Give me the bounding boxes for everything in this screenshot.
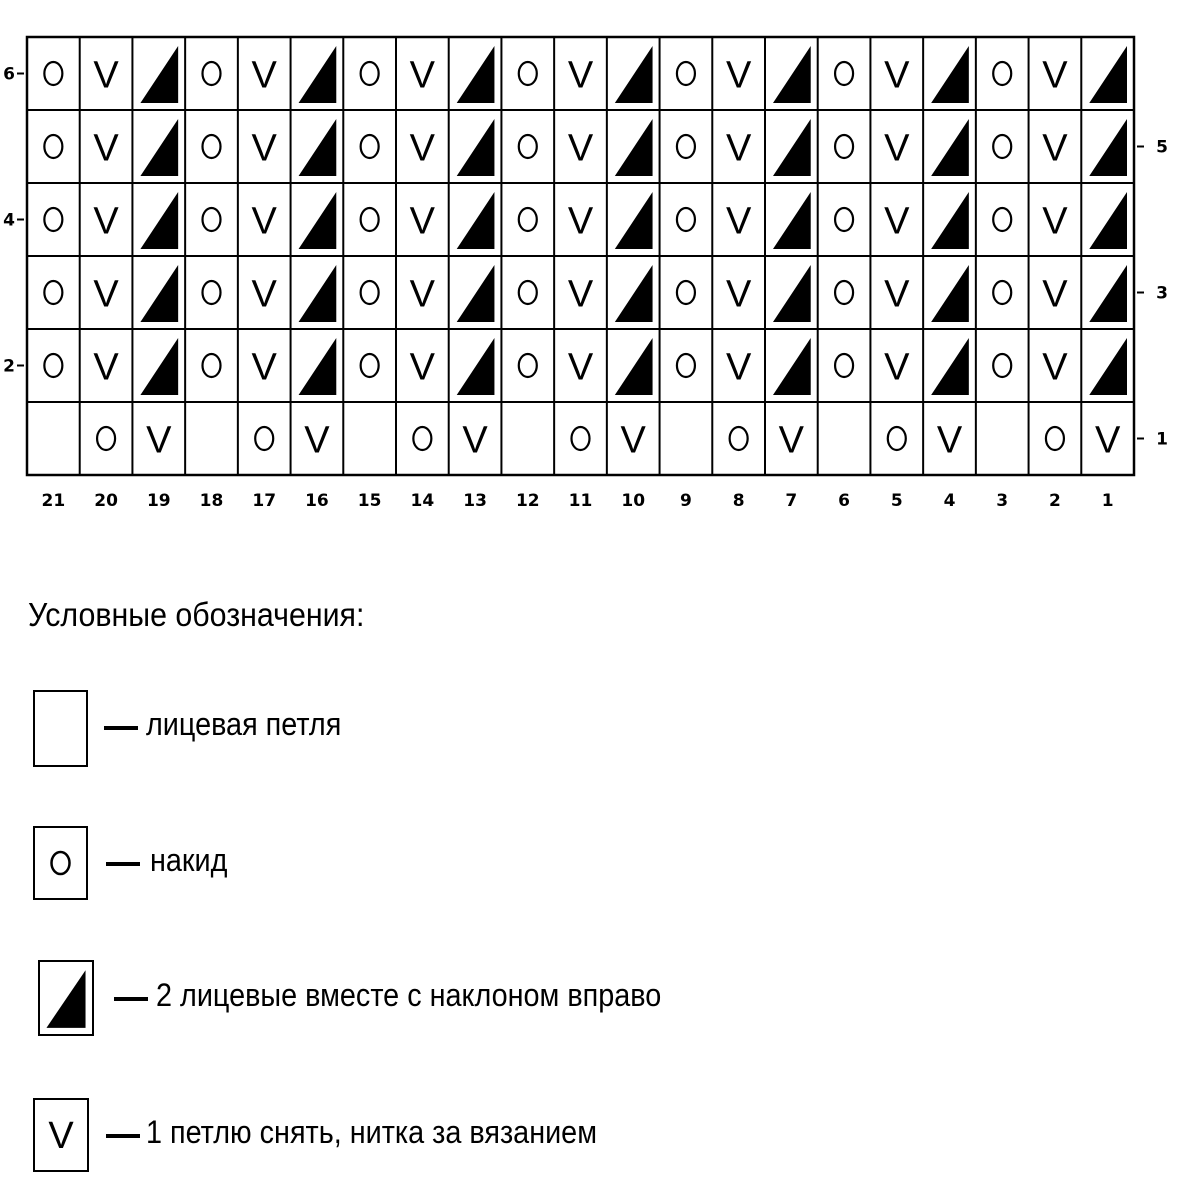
legend-item-slip [0, 1098, 1200, 1178]
triangle-icon [457, 192, 495, 249]
v-icon: V [567, 273, 594, 316]
v-icon: V [462, 419, 488, 462]
v-icon: V [409, 54, 436, 97]
v-icon: V [884, 273, 910, 316]
row-number-left: 2 [3, 356, 15, 377]
circle-icon [255, 427, 273, 450]
circle-icon [44, 62, 62, 85]
v-icon: V [409, 200, 436, 243]
circle-icon [677, 281, 695, 304]
legend-dash [106, 862, 140, 866]
column-number: 9 [680, 491, 692, 511]
triangle-icon [457, 338, 495, 395]
column-number: 6 [838, 491, 850, 511]
column-number: 15 [357, 491, 382, 511]
row-number-left: 4 [3, 210, 15, 231]
circle-icon [33, 826, 88, 900]
blank-square-icon [820, 404, 869, 473]
v-icon: V [1042, 127, 1068, 170]
circle-icon [361, 62, 379, 85]
circle-icon [519, 354, 537, 377]
legend-dash [104, 726, 138, 730]
triangle-icon [140, 46, 178, 103]
triangle-icon [773, 338, 811, 395]
triangle-icon [615, 119, 653, 176]
column-number: 12 [515, 491, 540, 511]
column-number: 21 [41, 491, 66, 511]
circle-icon [44, 135, 62, 158]
v-icon: V [620, 419, 646, 462]
triangle-icon [773, 192, 811, 249]
circle-icon [97, 427, 115, 450]
knitting-chart [0, 0, 1200, 520]
circle-icon [203, 135, 221, 158]
circle-icon [677, 135, 695, 158]
v-icon: V [567, 346, 594, 389]
triangle-icon [1089, 192, 1127, 249]
circle-icon [361, 135, 379, 158]
triangle-icon [773, 265, 811, 322]
legend-label: 1 петлю снять, нитка за вязанием [146, 1114, 597, 1150]
v-icon: V [1094, 419, 1121, 462]
circle-icon [677, 62, 695, 85]
blank-square-icon [662, 404, 711, 473]
v-icon: V [409, 273, 436, 316]
triangle-icon [931, 192, 969, 249]
triangle-icon [773, 46, 811, 103]
circle-icon [361, 281, 379, 304]
circle-icon [835, 135, 853, 158]
circle-icon [572, 427, 590, 450]
circle-icon [835, 208, 853, 231]
column-number: 3 [996, 491, 1009, 511]
legend-label: 2 лицевые вместе с наклоном вправо [156, 977, 662, 1013]
circle-icon [993, 354, 1011, 377]
legend-dash [106, 1134, 140, 1138]
triangle-icon [931, 119, 969, 176]
triangle-icon [1089, 46, 1127, 103]
v-icon: V [1042, 273, 1068, 316]
circle-icon [835, 354, 853, 377]
v-icon: V [1042, 54, 1068, 97]
blank-square-icon [29, 404, 78, 473]
v-icon: V [251, 200, 277, 243]
legend-label: лицевая петля [146, 706, 342, 742]
circle-icon [888, 427, 906, 450]
v-icon: V [884, 346, 910, 389]
column-number: 14 [410, 491, 435, 511]
triangle-icon [1089, 338, 1127, 395]
column-number: 13 [463, 491, 487, 511]
v-icon: V [725, 346, 752, 389]
v-icon: V [884, 127, 910, 170]
v-icon: V [725, 54, 752, 97]
triangle-icon [299, 265, 337, 322]
v-icon [33, 1098, 89, 1172]
v-icon: V [251, 346, 277, 389]
column-number: 7 [785, 491, 798, 511]
v-icon: V [884, 200, 910, 243]
triangle-icon [457, 46, 495, 103]
v-icon: V [725, 200, 752, 243]
column-number: 8 [732, 491, 745, 511]
triangle-icon [615, 338, 653, 395]
circle-icon [203, 208, 221, 231]
legend-item-yarn-over [0, 826, 1200, 906]
blank-square-icon [503, 404, 552, 473]
v-icon: V [936, 419, 963, 462]
v-icon: V [567, 127, 594, 170]
column-number: 20 [94, 491, 118, 511]
v-icon: V [93, 127, 119, 170]
circle-icon [730, 427, 748, 450]
triangle-icon [140, 265, 178, 322]
triangle-icon [299, 338, 337, 395]
column-number: 16 [305, 491, 329, 511]
v-icon: V [251, 54, 277, 97]
column-number: 4 [943, 491, 956, 511]
column-number: 10 [621, 491, 646, 511]
chart-grid [0, 0, 1200, 520]
legend-dash [114, 997, 148, 1001]
circle-icon [44, 281, 62, 304]
column-number: 17 [252, 491, 277, 511]
triangle-icon [773, 119, 811, 176]
v-icon: V [567, 54, 594, 97]
triangle-icon [1089, 265, 1127, 322]
blank-square-icon [187, 404, 236, 473]
triangle-icon [931, 46, 969, 103]
circle-icon [993, 208, 1011, 231]
circle-icon [835, 281, 853, 304]
v-icon: V [304, 419, 330, 462]
column-number: 2 [1049, 491, 1061, 511]
column-number: 19 [146, 491, 171, 511]
column-number: 11 [568, 491, 593, 511]
v-icon: V [409, 346, 436, 389]
v-icon: V [251, 273, 277, 316]
blank-square-icon [978, 404, 1027, 473]
triangle-icon [140, 338, 178, 395]
triangle-icon [615, 265, 653, 322]
circle-icon [203, 354, 221, 377]
column-number: 5 [890, 491, 903, 511]
v-icon: V [251, 127, 277, 170]
triangle-icon [931, 265, 969, 322]
blank-square-icon [33, 690, 88, 767]
legend-title: Условные обозначения: [28, 596, 365, 633]
circle-icon [44, 208, 62, 231]
v-icon: V [725, 127, 752, 170]
triangle-icon [1089, 119, 1127, 176]
triangle-icon [38, 960, 94, 1036]
circle-icon [361, 354, 379, 377]
circle-icon [519, 208, 537, 231]
row-number-left: 6 [3, 64, 15, 85]
v-icon: V [1042, 200, 1068, 243]
circle-icon [677, 354, 695, 377]
v-icon: V [146, 419, 172, 462]
circle-icon [993, 281, 1011, 304]
v-icon: V [93, 54, 119, 97]
triangle-icon [299, 192, 337, 249]
v-icon: V [884, 54, 910, 97]
row-number-right: 3 [1156, 283, 1168, 304]
circle-icon [519, 281, 537, 304]
circle-icon [993, 62, 1011, 85]
circle-icon [203, 281, 221, 304]
circle-icon [413, 427, 431, 450]
circle-icon [519, 135, 537, 158]
v-icon: V [93, 346, 119, 389]
v-icon: V [93, 273, 119, 316]
triangle-icon [299, 46, 337, 103]
legend-label: накид [150, 842, 228, 878]
circle-icon [1046, 427, 1064, 450]
row-number-right: 5 [1156, 137, 1168, 158]
legend-item-knit [0, 690, 1200, 770]
triangle-icon [457, 119, 495, 176]
v-icon: V [93, 200, 119, 243]
circle-icon [519, 62, 537, 85]
column-number: 1 [1101, 491, 1114, 511]
triangle-icon [615, 46, 653, 103]
triangle-icon [140, 119, 178, 176]
circle-icon [835, 62, 853, 85]
blank-square-icon [345, 404, 394, 473]
triangle-icon [299, 119, 337, 176]
legend-item-k2tog [0, 960, 1200, 1040]
triangle-icon [457, 265, 495, 322]
triangle-icon [931, 338, 969, 395]
v-icon: V [778, 419, 805, 462]
triangle-icon [140, 192, 178, 249]
triangle-icon [615, 192, 653, 249]
circle-icon [203, 62, 221, 85]
circle-icon [361, 208, 379, 231]
v-icon: V [409, 127, 436, 170]
circle-icon [44, 354, 62, 377]
v-icon: V [567, 200, 594, 243]
circle-icon [993, 135, 1011, 158]
v-icon: V [725, 273, 752, 316]
v-icon: V [1042, 346, 1068, 389]
row-number-right: 1 [1156, 429, 1168, 450]
column-number: 18 [199, 491, 224, 511]
circle-icon [677, 208, 695, 231]
svg-text:V: V [48, 1115, 74, 1157]
